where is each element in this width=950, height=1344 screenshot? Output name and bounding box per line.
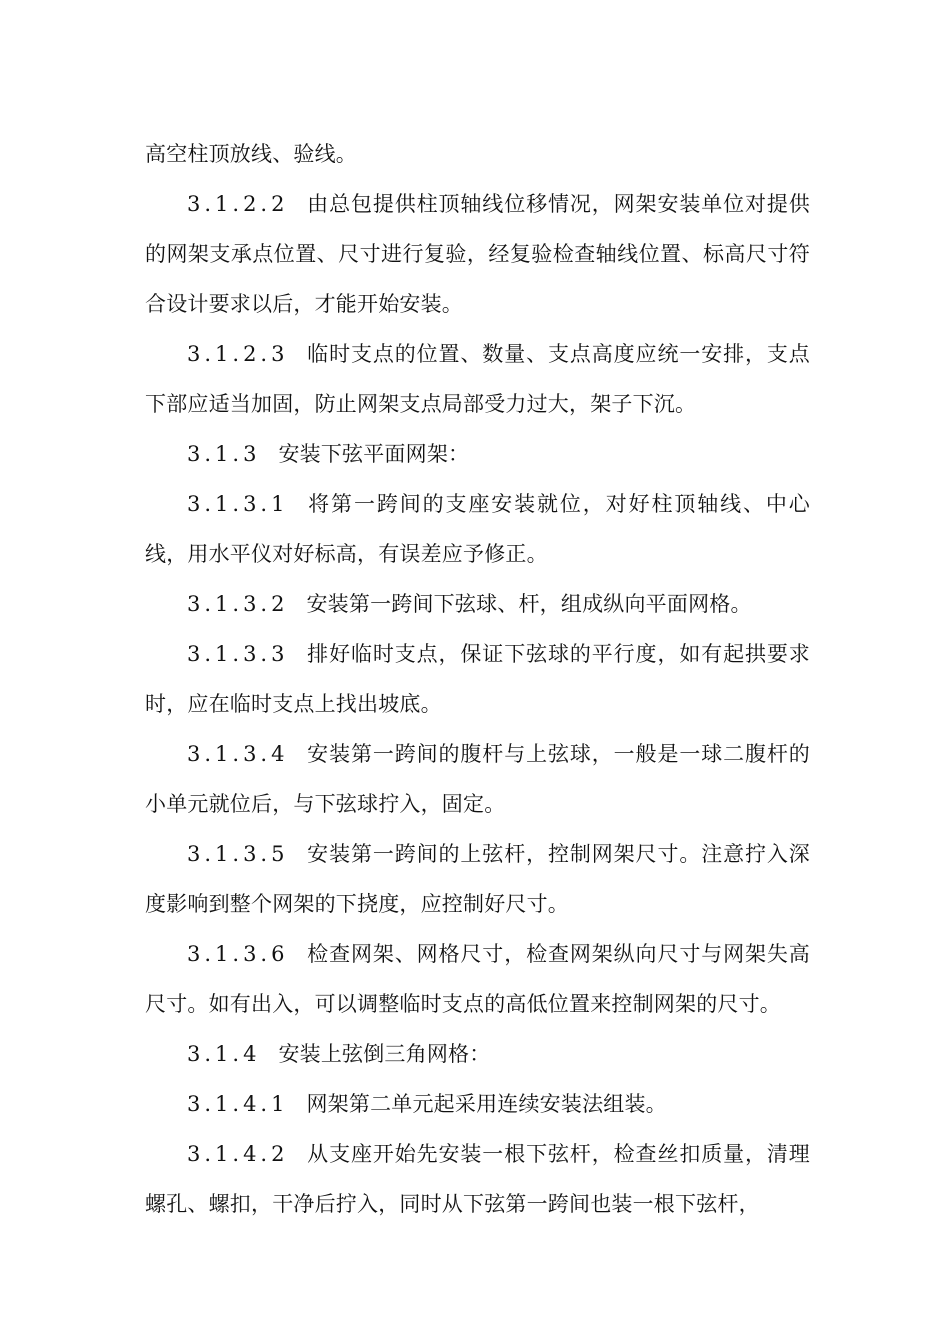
heading-3-1-4: [145, 1029, 810, 1079]
section-number: 3.1.3: [187, 442, 261, 466]
paragraph-text: 网架第二单元起采用连续安装法组装。: [306, 1092, 667, 1116]
section-number: 3.1.3.4: [187, 742, 289, 766]
heading-text: 安装上弦倒三角网格：: [278, 1042, 491, 1066]
paragraph-3-1-3-6: [145, 929, 810, 1029]
paragraph-text: 将第一跨间的支座安装就位，对好柱顶轴线、中心线，用水平仪对好标高，有误差应予修正。: [145, 492, 810, 566]
section-number: 3.1.4: [187, 1042, 261, 1066]
section-number: 3.1.3.1: [187, 492, 289, 516]
paragraph-text: 临时支点的位置、数量、支点高度应统一安排，支点下部应适当加固，防止网架支点局部受力过大，架子下沉。: [145, 342, 810, 416]
paragraph-3-1-4-1: [145, 1079, 810, 1129]
document-body: [145, 129, 810, 1229]
section-number: 3.1.2.2: [187, 192, 289, 216]
section-number: 3.1.3.6: [187, 942, 289, 966]
paragraph-3-1-3-3: [145, 629, 810, 729]
heading-3-1-3: [145, 429, 810, 479]
paragraph-3-1-3-1: [145, 479, 810, 579]
section-number: 3.1.3.2: [187, 592, 289, 616]
paragraph-3-1-2-3: [145, 329, 810, 429]
paragraph-text: 安装第一跨间下弦球、杆，组成纵向平面网格。: [306, 592, 752, 616]
section-number: 3.1.3.5: [187, 842, 289, 866]
paragraph-3-1-2-2: [145, 179, 810, 329]
paragraph-text: 安装第一跨间的腹杆与上弦球，一般是一球二腹杆的小单元就位后，与下弦球拧入，固定。: [145, 742, 810, 816]
paragraph-text: 检查网架、网格尺寸，检查网架纵向尺寸与网架失高尺寸。如有出入，可以调整临时支点的高低位置来控制网架的尺寸。: [145, 942, 810, 1016]
paragraph-text: 从支座开始先安装一根下弦杆，检查丝扣质量，清理螺孔、螺扣，干净后拧入，同时从下弦第一跨间也装一根下弦杆，: [145, 1142, 810, 1216]
section-number: 3.1.3.3: [187, 642, 289, 666]
paragraph-continuation: [145, 129, 810, 179]
section-number: 3.1.2.3: [187, 342, 289, 366]
section-number: 3.1.4.1: [187, 1092, 289, 1116]
paragraph-3-1-3-2: [145, 579, 810, 629]
paragraph-text: 由总包提供柱顶轴线位移情况，网架安装单位对提供的网架支承点位置、尺寸进行复验，经复验检查轴线位置、标高尺寸符合设计要求以后，才能开始安装。: [145, 192, 810, 316]
paragraph-text: 高空柱顶放线、验线。: [145, 142, 357, 166]
paragraph-3-1-3-5: [145, 829, 810, 929]
paragraph-text: 安装第一跨间的上弦杆，控制网架尺寸。注意拧入深度影响到整个网架的下挠度，应控制好尺寸。: [145, 842, 810, 916]
paragraph-text: 排好临时支点，保证下弦球的平行度，如有起拱要求时，应在临时支点上找出坡底。: [145, 642, 810, 716]
section-number: 3.1.4.2: [187, 1142, 289, 1166]
paragraph-3-1-3-4: [145, 729, 810, 829]
paragraph-3-1-4-2: [145, 1129, 810, 1229]
heading-text: 安装下弦平面网架：: [278, 442, 470, 466]
